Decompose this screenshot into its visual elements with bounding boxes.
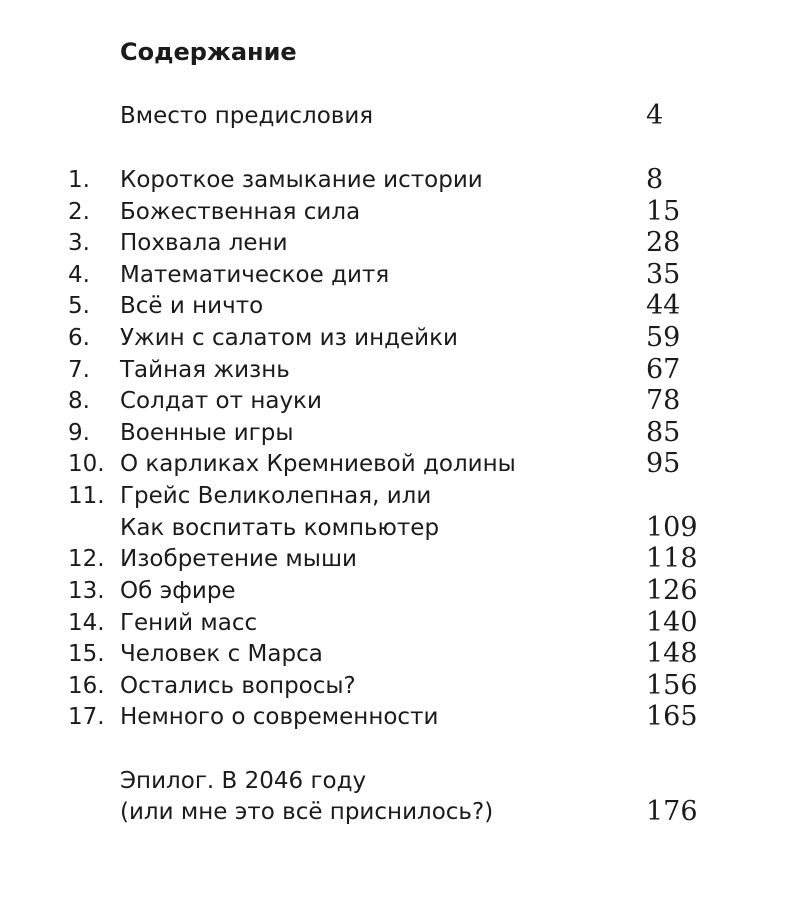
toc-entry-preface — [0, 100, 798, 132]
toc-entry-number: 1. — [68, 167, 90, 193]
toc-entry-chapter-11-continuation — [0, 512, 798, 544]
toc-entry-page: 148 — [646, 638, 698, 669]
toc-entry-title: Немного о современности — [120, 704, 439, 730]
toc-entry-title: Математическое дитя — [120, 262, 390, 288]
toc-entry-title: Всё и ничто — [120, 293, 264, 319]
toc-entry-number: 13. — [68, 578, 105, 604]
toc-entry-title: Похвала лени — [120, 230, 288, 256]
toc-entry-epilogue-continuation — [0, 796, 798, 828]
toc-entry-page: 165 — [646, 701, 698, 732]
toc-entry-title: Тайная жизнь — [120, 357, 290, 383]
toc-heading: Содержание — [120, 38, 297, 66]
toc-entry-number: 5. — [68, 293, 90, 319]
toc-entry-title: Короткое замыкание истории — [120, 167, 483, 193]
toc-entry-page: 95 — [646, 448, 681, 479]
toc-entry-title: Гений масс — [120, 610, 258, 636]
toc-entry-page: 126 — [646, 575, 698, 606]
toc-entry-title: Военные игры — [120, 420, 294, 446]
toc-entry-page: 140 — [646, 607, 698, 638]
toc-entry-number: 15. — [68, 641, 105, 667]
toc-entry-number: 4. — [68, 262, 90, 288]
toc-entry-number: 9. — [68, 420, 90, 446]
toc-entry-chapter-6 — [0, 322, 798, 354]
toc-entry-title: Изобретение мыши — [120, 546, 357, 572]
toc-entry-title: Божественная сила — [120, 199, 361, 225]
toc-entry-page: 59 — [646, 322, 681, 353]
toc-entry-number: 16. — [68, 673, 105, 699]
toc-entry-title: Грейс Великолепная, или — [120, 483, 432, 509]
toc-entry-title: Человек с Марса — [120, 641, 323, 667]
toc-entry-chapter-14 — [0, 607, 798, 639]
toc-entry-number: 2. — [68, 199, 90, 225]
toc-entry-page: 4 — [646, 100, 664, 131]
toc-entry-chapter-13 — [0, 575, 798, 607]
toc-entry-page: 35 — [646, 259, 681, 290]
toc-entry-number: 17. — [68, 704, 105, 730]
toc-entry-page: 118 — [646, 543, 698, 574]
toc-entry-number: 12. — [68, 546, 105, 572]
toc-entry-title-continuation: (или мне это всё приснилось?) — [120, 799, 494, 825]
toc-entry-title: Об эфире — [120, 578, 236, 604]
toc-entry-title: Ужин с салатом из индейки — [120, 325, 458, 351]
toc-entry-number: 11. — [68, 483, 105, 509]
toc-entry-page: 85 — [646, 417, 681, 448]
toc-entry-epilogue — [0, 765, 798, 797]
toc-entry-chapter-16 — [0, 670, 798, 702]
toc-entry-title: Остались вопросы? — [120, 673, 356, 699]
toc-entry-title: Эпилог. В 2046 году — [120, 768, 367, 794]
toc-entry-page: 8 — [646, 164, 664, 195]
toc-entry-page: 15 — [646, 196, 681, 227]
toc-entry-page: 28 — [646, 227, 681, 258]
toc-entry-number: 8. — [68, 388, 90, 414]
toc-entry-title: О карликах Кремниевой долины — [120, 451, 516, 477]
toc-entry-page: 156 — [646, 670, 698, 701]
toc-entry-title: Солдат от науки — [120, 388, 322, 414]
toc-entry-chapter-1 — [0, 164, 798, 196]
toc-entry-title-continuation: Как воспитать компьютер — [120, 515, 440, 541]
toc-entry-page: 67 — [646, 354, 681, 385]
toc-entry-number: 6. — [68, 325, 90, 351]
toc-entry-chapter-17 — [0, 701, 798, 733]
toc-entry-page: 44 — [646, 290, 681, 321]
toc-entry-number: 3. — [68, 230, 90, 256]
toc-entry-page: 78 — [646, 385, 681, 416]
toc-entry-chapter-3 — [0, 227, 798, 259]
toc-entry-chapter-9 — [0, 417, 798, 449]
toc-entry-chapter-2 — [0, 196, 798, 228]
toc-entry-number: 10. — [68, 451, 105, 477]
toc-entry-page: 109 — [646, 512, 698, 543]
toc-entry-number: 14. — [68, 610, 105, 636]
toc-entry-chapter-7 — [0, 354, 798, 386]
toc-entry-chapter-5 — [0, 290, 798, 322]
toc-entry-chapter-11 — [0, 480, 798, 512]
toc-entry-number: 7. — [68, 357, 90, 383]
toc-entry-chapter-4 — [0, 259, 798, 291]
toc-entry-chapter-15 — [0, 638, 798, 670]
toc-entry-chapter-10 — [0, 448, 798, 480]
toc-entry-chapter-12 — [0, 543, 798, 575]
toc-entry-title: Вместо предисловия — [120, 103, 374, 129]
toc-entry-page: 176 — [646, 796, 698, 827]
toc-entry-chapter-8 — [0, 385, 798, 417]
